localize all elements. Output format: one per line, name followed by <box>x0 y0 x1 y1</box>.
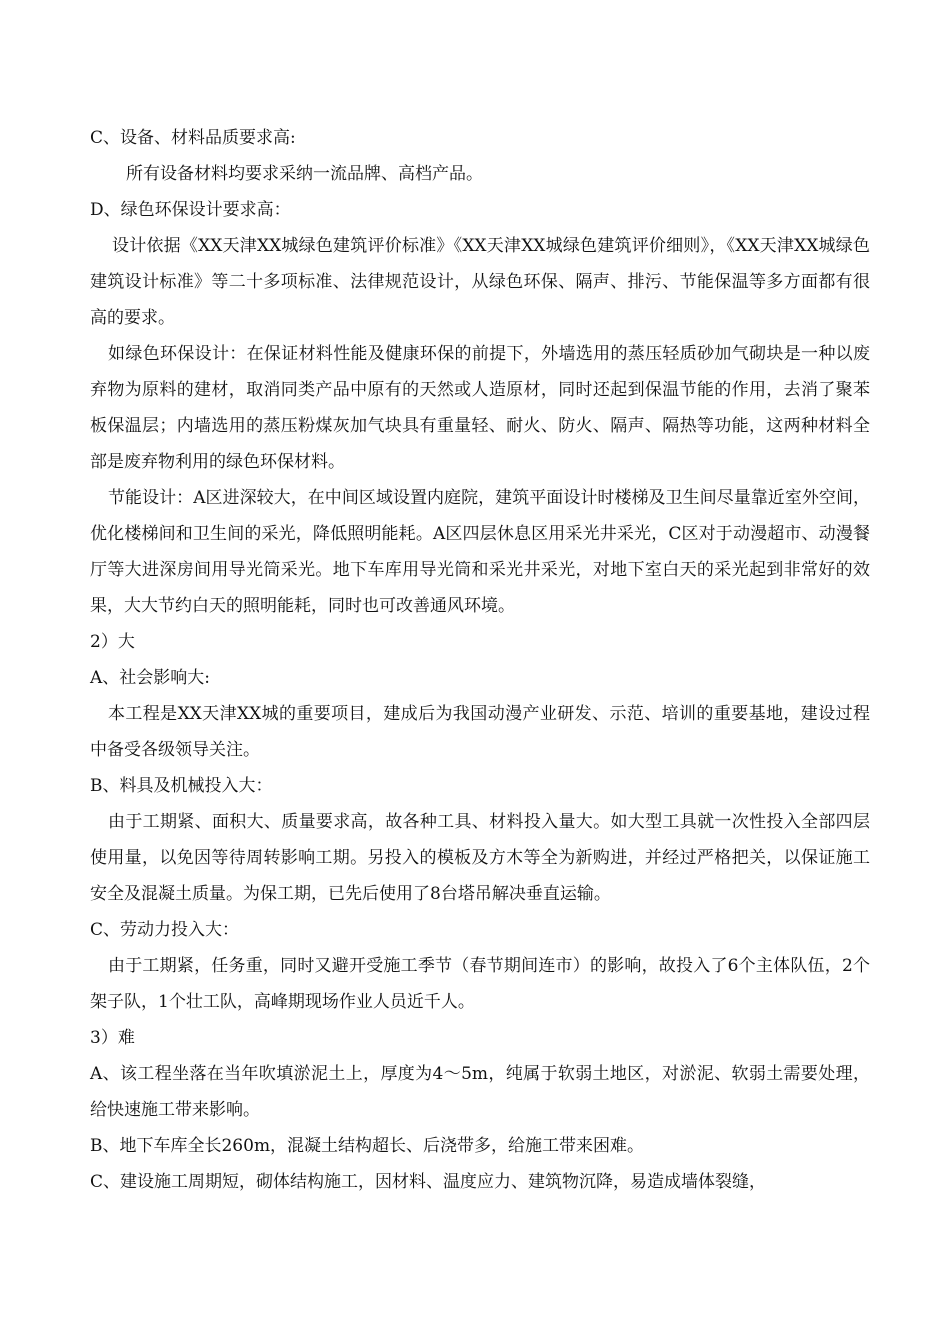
subheading-labor: C、劳动力投入大： <box>90 920 240 940</box>
paragraph-equipment-brands: 所有设备材料均要求采纳一流品牌、高档产品。 <box>126 164 483 184</box>
document-page <box>90 120 870 1200</box>
paragraph-green-materials: 如绿色环保设计：在保证材料性能及健康环保的前提下，外墙选用的蒸压轻质砂加气砌块是一种以废弃物为原料的建材，取消同类产品中原有的天然或人造原材，同时还起到保温节能的作用，去消了聚苯板保温层；内墙选用的蒸压粉煤灰加气块具有重量轻、耐火、防火、隔声、隔热等功能，这两种材料全部是废弃物利用的绿色环保材料。 <box>90 344 870 472</box>
paragraph-garage-length: B、地下车库全长260m，混凝土结构超长、后浇带多，给施工带来困难。 <box>90 1136 645 1156</box>
subheading-equipment-quality: C、设备、材料品质要求高: <box>90 128 296 148</box>
paragraph-soft-soil: A、该工程坐落在当年吹填淤泥土上，厚度为4～5m，纯属于软弱土地区，对淤泥、软弱土需要处理，给快速施工带来影响。 <box>90 1064 870 1120</box>
section-heading-large: 2）大 <box>90 632 135 652</box>
paragraph-social-impact: 本工程是XX天津XX城的重要项目，建成后为我国动漫产业研发、示范、培训的重要基地，建设过程中备受各级领导关注。 <box>90 704 870 760</box>
paragraph-energy-saving: 节能设计：A区进深较大，在中间区域设置内庭院，建筑平面设计时楼梯及卫生间尽量靠近室外空间，优化楼梯间和卫生间的采光，降低照明能耗。A区四层休息区用采光井采光，C区对于动漫超市、动漫餐厅等大进深房间用导光筒采光。地下车库用导光筒和采光井采光，对地下室白天的采光起到非常好的效果，大大节约白天的照明能耗，同时也可改善通风环境。 <box>90 488 870 616</box>
paragraph-tools-machinery: 由于工期紧、面积大、质量要求高，故各种工具、材料投入量大。如大型工具就一次性投入全部四层使用量，以免因等待周转影响工期。另投入的模板及方木等全为新购进，并经过严格把关，以保证施工安全及混凝土质量。为保工期，已先后使用了8台塔吊解决垂直运输。 <box>90 812 870 904</box>
paragraph-labor: 由于工期紧，任务重，同时又避开受施工季节（春节期间连市）的影响，故投入了6个主体队伍，2个架子队，1个壮工队，高峰期现场作业人员近千人。 <box>90 956 870 1012</box>
subheading-social-impact: A、社会影响大: <box>90 668 211 688</box>
subheading-green-design: D、绿色环保设计要求高： <box>90 200 291 220</box>
subheading-tools-machinery: B、料具及机械投入大： <box>90 776 273 796</box>
paragraph-design-standards: 设计依据《XX天津XX城绿色建筑评价标准》《XX天津XX城绿色建筑评价细则》，《XX天津XX城绿色建筑设计标准》等二十多项标准、法律规范设计，从绿色环保、隔声、排污、节能保温等多方面都有很高的要求。 <box>90 236 870 328</box>
section-heading-difficult: 3）难 <box>90 1028 135 1048</box>
paragraph-masonry-cracks: C、建设施工周期短，砌体结构施工，因材料、温度应力、建筑物沉降，易造成墙体裂缝， <box>90 1172 767 1192</box>
